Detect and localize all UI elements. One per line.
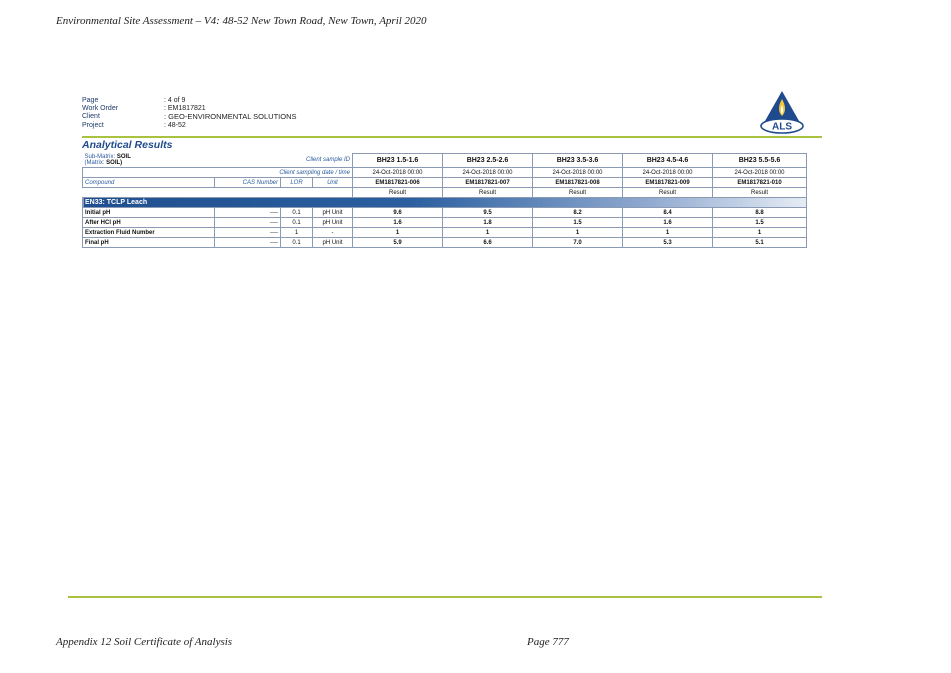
footer-page-number: Page 777: [527, 636, 569, 648]
unit-cell: -: [313, 228, 353, 238]
compound-cell: Final pH: [83, 238, 215, 248]
footer-rule: [68, 596, 822, 598]
sub-matrix-label: Sub-Matrix:: [84, 154, 116, 161]
results-table: [82, 153, 807, 248]
table-row: [83, 218, 807, 228]
sampling-date-cell: 24-Oct-2018 00:00: [533, 168, 623, 178]
meta-label: Work Order: [82, 105, 119, 113]
sample-id-row: [83, 154, 807, 168]
meta-row-client: [82, 113, 297, 121]
result-cell: 8.8: [713, 208, 807, 218]
lor-header: LOR: [281, 178, 313, 188]
lab-id-cell: EM1817821-008: [533, 178, 623, 188]
table-row: [83, 238, 807, 248]
matrix-value: SOIL): [106, 160, 123, 167]
sample-id-cell: BH23 4.5-4.6: [623, 154, 713, 168]
meta-label: Page: [82, 97, 99, 104]
unit-cell: pH Unit: [313, 208, 353, 218]
compound-header: Compound: [83, 178, 215, 188]
cas-cell: ----: [215, 238, 281, 248]
result-cell: 1.5: [533, 218, 623, 228]
meta-row-page: [82, 97, 297, 105]
result-cell: 8.2: [533, 208, 623, 218]
group-title: EN33: TCLP Leach: [83, 198, 807, 208]
cas-cell: ----: [215, 228, 281, 238]
matrix-label: (Matrix:: [84, 160, 105, 167]
result-cell: 5.9: [353, 238, 443, 248]
header-rule: [82, 136, 822, 138]
meta-value: : 48-52: [164, 121, 186, 129]
result-cell: 5.3: [623, 238, 713, 248]
lab-id-cell: EM1817821-006: [353, 178, 443, 188]
result-cell: 9.6: [353, 208, 443, 218]
result-cell: 6.6: [443, 238, 533, 248]
report-meta: [82, 97, 297, 130]
table-row: [83, 208, 807, 218]
running-header: Environmental Site Assessment – V4: 48-52 New Town Road, New Town, April 2020: [56, 15, 427, 27]
unit-header: Unit: [313, 178, 353, 188]
als-logo: [758, 88, 806, 136]
group-header-row: [83, 198, 807, 208]
meta-value: : 4 of 9: [164, 97, 186, 104]
lor-cell: 1: [281, 228, 313, 238]
compound-cell: Extraction Fluid Number: [83, 228, 215, 238]
lab-id-cell: EM1817821-010: [713, 178, 807, 188]
compound-cell: After HCl pH: [83, 218, 215, 228]
unit-cell: pH Unit: [313, 218, 353, 228]
blank-cell: [83, 188, 353, 198]
meta-row-project: [82, 122, 297, 130]
sampling-date-cell: 24-Oct-2018 00:00: [713, 168, 807, 178]
client-sample-id-label: Client sample ID: [306, 157, 351, 164]
sampling-date-label: Client sampling date / time: [83, 168, 353, 178]
footer-title: Appendix 12 Soil Certificate of Analysis: [56, 636, 233, 648]
unit-cell: pH Unit: [313, 238, 353, 248]
result-label-cell: Result: [623, 188, 713, 198]
result-label-cell: Result: [533, 188, 623, 198]
meta-label: Project: [82, 121, 104, 129]
result-cell: 8.4: [623, 208, 713, 218]
sampling-date-cell: 24-Oct-2018 00:00: [623, 168, 713, 178]
result-cell: 1: [623, 228, 713, 238]
result-cell: 1: [353, 228, 443, 238]
meta-label: Client: [82, 113, 100, 121]
meta-value: : GEO-ENVIRONMENTAL SOLUTIONS: [164, 112, 297, 122]
compound-cell: Initial pH: [83, 208, 215, 218]
result-cell: 1.6: [353, 218, 443, 228]
sampling-date-cell: 24-Oct-2018 00:00: [353, 168, 443, 178]
sample-id-cell: BH23 3.5-3.6: [533, 154, 623, 168]
lab-id-cell: EM1817821-009: [623, 178, 713, 188]
cas-cell: ----: [215, 208, 281, 218]
lor-cell: 0.1: [281, 238, 313, 248]
lor-cell: 0.1: [281, 208, 313, 218]
sample-id-cell: BH23 1.5-1.6: [353, 154, 443, 168]
lab-id-cell: EM1817821-007: [443, 178, 533, 188]
sampling-date-cell: 24-Oct-2018 00:00: [443, 168, 533, 178]
result-cell: 7.0: [533, 238, 623, 248]
sub-matrix-value: SOIL: [116, 154, 131, 161]
sample-id-cell: BH23 2.5-2.6: [443, 154, 533, 168]
result-label-cell: Result: [443, 188, 533, 198]
sampling-date-row: [83, 168, 807, 178]
result-cell: 1: [713, 228, 807, 238]
matrix-cell: [83, 154, 281, 168]
table-row: [83, 228, 807, 238]
lor-cell: 0.1: [281, 218, 313, 228]
result-cell: 1.8: [443, 218, 533, 228]
result-label-cell: Result: [713, 188, 807, 198]
cas-cell: ----: [215, 218, 281, 228]
result-cell: 1.6: [623, 218, 713, 228]
sample-id-cell: BH23 5.5-5.6: [713, 154, 807, 168]
result-label-cell: Result: [353, 188, 443, 198]
result-cell: 1: [443, 228, 533, 238]
result-cell: 9.5: [443, 208, 533, 218]
result-cell: 1.5: [713, 218, 807, 228]
cas-header: CAS Number: [215, 178, 281, 188]
result-label-row: [83, 188, 807, 198]
result-cell: 1: [533, 228, 623, 238]
column-header-row: [83, 178, 807, 188]
result-cell: 5.1: [713, 238, 807, 248]
section-title: Analytical Results: [82, 139, 173, 151]
logo-text: ALS: [772, 121, 792, 133]
meta-value: : EM1817821: [164, 105, 206, 113]
